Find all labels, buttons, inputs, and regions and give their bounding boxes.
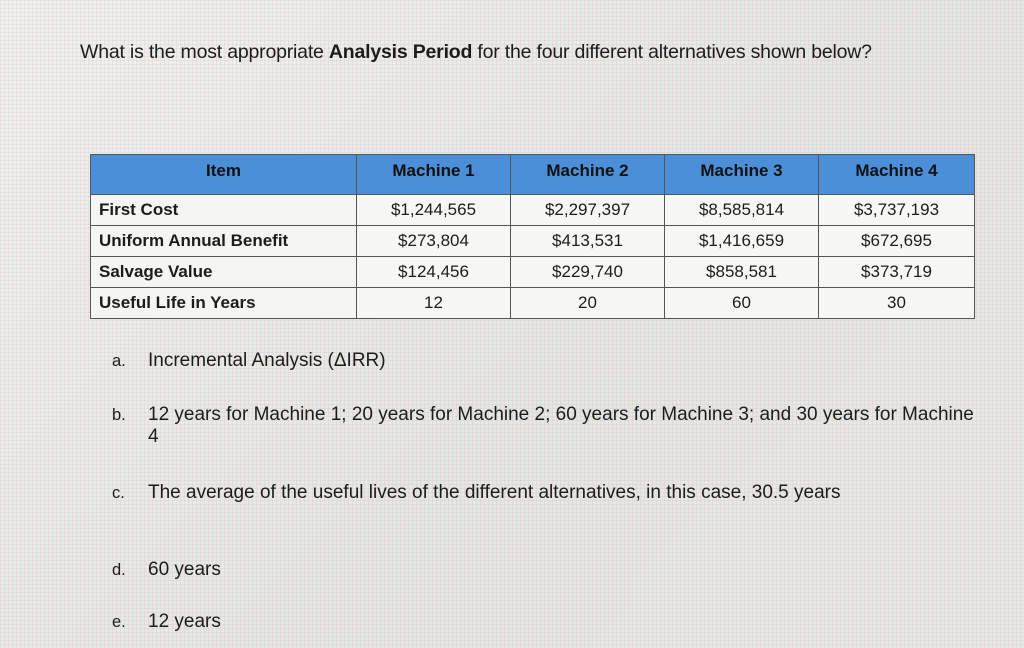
table-cell: $273,804 bbox=[357, 226, 511, 257]
header-machine-2: Machine 2 bbox=[511, 155, 665, 195]
table-header-row bbox=[91, 155, 975, 195]
row-label: First Cost bbox=[91, 195, 357, 226]
table-row-salvage-value bbox=[91, 257, 975, 288]
table-cell: $2,297,397 bbox=[511, 195, 665, 226]
table-cell: $229,740 bbox=[511, 257, 665, 288]
question-text bbox=[80, 40, 1000, 65]
alternatives-table bbox=[90, 154, 975, 319]
question-prefix: What is the most appropriate bbox=[80, 41, 329, 63]
table-cell: 20 bbox=[511, 288, 665, 319]
header-machine-1: Machine 1 bbox=[357, 155, 511, 195]
option-c[interactable] bbox=[112, 482, 988, 504]
question-suffix: for the four different alternatives shown below? bbox=[472, 41, 872, 63]
table-cell: $1,244,565 bbox=[357, 195, 511, 226]
option-text: 12 years for Machine 1; 20 years for Machine 2; 60 years for Machine 3; and 30 years for Machine 4 bbox=[148, 404, 974, 447]
option-a[interactable] bbox=[112, 350, 988, 372]
option-letter: d. bbox=[112, 561, 126, 579]
option-text: The average of the useful lives of the different alternatives, in this case, 30.5 years bbox=[148, 482, 841, 503]
option-text: 60 years bbox=[148, 559, 221, 580]
table-cell: $8,585,814 bbox=[665, 195, 819, 226]
table-cell: 12 bbox=[357, 288, 511, 319]
table-cell: 30 bbox=[819, 288, 975, 319]
option-text: Incremental Analysis (ΔIRR) bbox=[148, 350, 386, 371]
option-letter: b. bbox=[112, 406, 126, 424]
header-item: Item bbox=[91, 155, 357, 195]
table-cell: $413,531 bbox=[511, 226, 665, 257]
option-letter: c. bbox=[112, 484, 125, 502]
option-text: 12 years bbox=[148, 611, 221, 632]
table-cell: $672,695 bbox=[819, 226, 975, 257]
option-letter: e. bbox=[112, 613, 126, 631]
row-label: Useful Life in Years bbox=[91, 288, 357, 319]
table-cell: $373,719 bbox=[819, 257, 975, 288]
row-label: Salvage Value bbox=[91, 257, 357, 288]
header-machine-4: Machine 4 bbox=[819, 155, 975, 195]
option-b[interactable] bbox=[112, 404, 988, 448]
table-row-uniform-annual-benefit bbox=[91, 226, 975, 257]
row-label: Uniform Annual Benefit bbox=[91, 226, 357, 257]
option-e[interactable] bbox=[112, 611, 988, 633]
table-cell: 60 bbox=[665, 288, 819, 319]
table-cell: $858,581 bbox=[665, 257, 819, 288]
table-row-useful-life bbox=[91, 288, 975, 319]
table-cell: $1,416,659 bbox=[665, 226, 819, 257]
header-machine-3: Machine 3 bbox=[665, 155, 819, 195]
question-emphasis: Analysis Period bbox=[328, 41, 473, 63]
option-letter: a. bbox=[112, 352, 126, 370]
option-d[interactable] bbox=[112, 559, 988, 581]
table-cell: $3,737,193 bbox=[819, 195, 975, 226]
table-cell: $124,456 bbox=[357, 257, 511, 288]
table-row-first-cost bbox=[91, 195, 975, 226]
